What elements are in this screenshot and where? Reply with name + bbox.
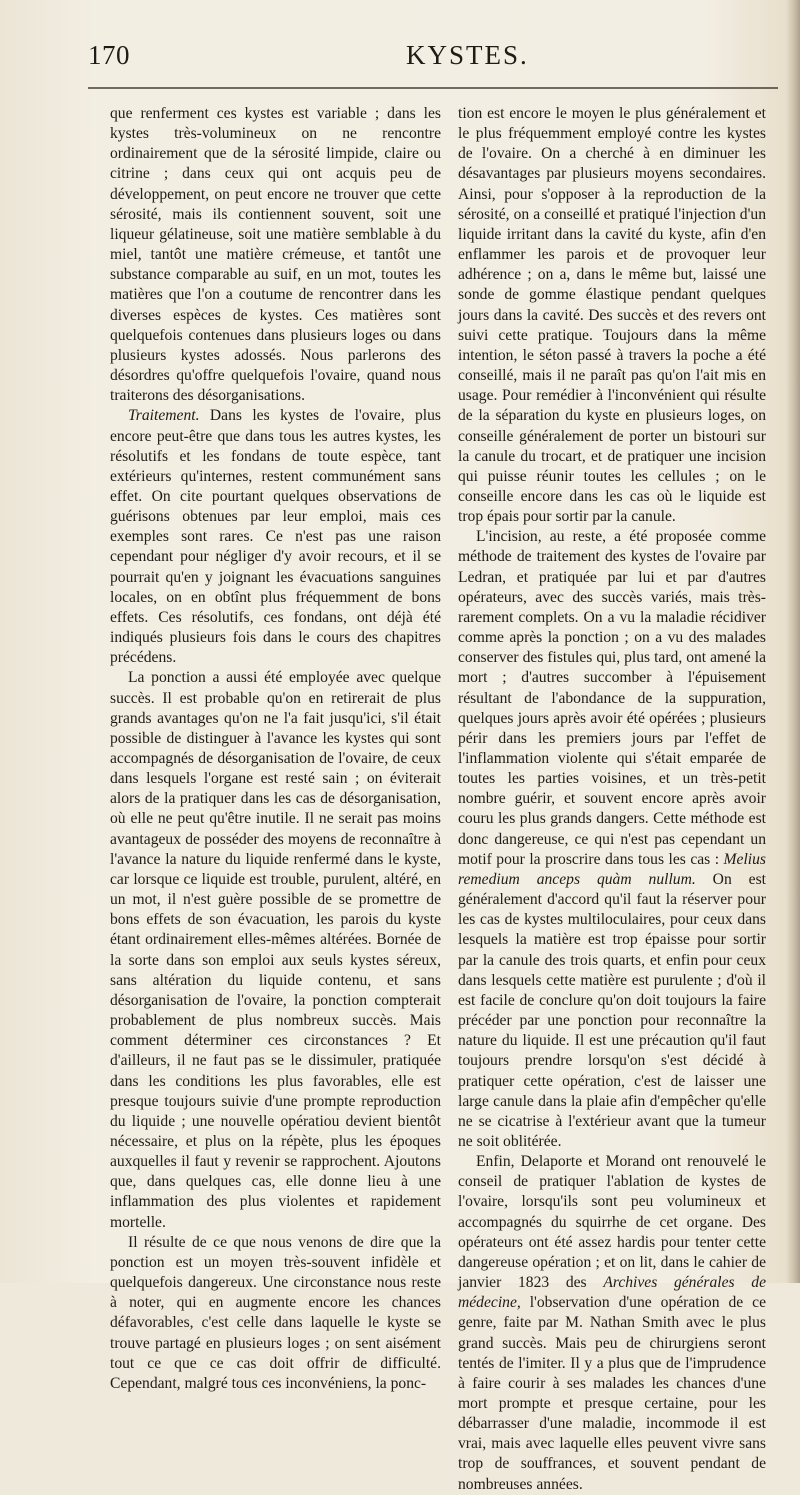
paragraph: Enfin, Delaporte et Morand ont renouvelé le conseil de pratiquer l'ablation de kystes de l'ovaire, lorsqu'ils sont peu volumineux et accompagnés du squirrhe de cet organe. Des opérateurs ont été assez hardis pour tenter cette dangereuse opération ; et on lit, dans le cahier de janvier 1823 des Archives générales de médecine, l'observation d'une opération de ce genre, faite par M. Nathan Smith avec le plus grand succès. Mais peu de chirurgiens seront tentés de l'imiter. Il y a plus que de l'imprudence à faire courir à ses malades les chances d'une mort prompte et presque certaine, pour les débarrasser d'une maladie, incommode il est vrai, mais avec laquelle elles peuvent vivre sans trop de souffrances, et souvent pendant de nombreuses années. (458, 1153, 766, 1493)
page-edge-shadow (786, 0, 800, 1283)
running-title: KYSTES. (406, 40, 529, 70)
right-column (458, 104, 766, 1495)
section-lead: Traitement. (128, 407, 200, 425)
paragraph: La ponction a aussi été employée avec quelque succès. Il est probable qu'on en retirerait de plus grands avantages qu'on ne l'a fait jusqu'ici, s'il était possible de distinguer à l'avance les kystes qui sont accompagnés de désorganisation de l'ovaire, de ceux dans lesquels l'organe est resté sain ; on éviterait alors de la pratiquer dans les cas de désorganisation, où elle ne peut qu'être inutile. Il ne serait pas moins avantageux de posséder des moyens de reconnaître à l'avance la nature du liquide renfermé dans le kyste, car lorsque ce liquide est trouble, purulent, altéré, en un mot, il n'est guère possible de se promettre de bons effets de son évacuation, les parois du kyste étant ordinairement elles-mêmes altérées. Bornée de la sorte dans son emploi aux seuls kystes séreux, sans altération du liquide contenu, et sans désorganisation de l'ovaire, la ponction compterait probablement de plus nombreux succès. Mais comment déterminer ces circonstances ? Et d'ailleurs, il ne faut pas se le dissimuler, pratiquée dans les conditions les plus favorables, elle est presque toujours suivie d'une prompte reproduction du liquide ; une nouvelle opératiou devient bientôt nécessaire, et plus on la répète, plus les époques auxquelles il faut y revenir se rapprochent. Ajoutons que, dans quelques cas, elle donne lieu à une inflammation des plus violentes et rapidement mortelle. (110, 669, 441, 1231)
paragraph: que renferment ces kystes est variable ; dans les kystes très-volumineux on ne rencontre ordinairement que de la sérosité limpide, claire ou citrine ; dans ceux qui ont acquis peu de développement, on peut encore ne trouver que cette sérosité, mais ils contiennent souvent, soit une liqueur gélatineuse, soit une matière semblable à du miel, tantôt une matière crémeuse, et tantôt une substance comparable au suif, en un mot, toutes les matières que l'on a coutume de rencontrer dans les diverses espèces de kystes. Ces matières sont quelquefois contenues dans plusieurs loges ou dans plusieurs kystes adossés. Nous parlerons des désordres qu'offre quelquefois l'ovaire, quand nous traiterons des désorganisations. (110, 105, 441, 405)
journal-title: Archives générales de médecine, (458, 1274, 766, 1312)
page-header (88, 40, 778, 80)
latin-quote: Melius remedium anceps quàm nullum. (458, 850, 766, 888)
paragraph: Il résulte de ce que nous venons de dire que la ponction est un moyen très-souvent infidèle et quelquefois dangereux. Une circonstance nous reste à noter, qui en augmente encore les chances défavorables, c'est celle dans laquelle le kyste se trouve partagé en plusieurs loges ; on sent aisément tout ce que ce cas doit offrir de difficulté. Cependant, malgré tous ces inconvéniens, la ponc- (110, 1233, 441, 1392)
paragraph: tion est encore le moyen le plus généralement et le plus fréquemment employé contre les kystes de l'ovaire. On a cherché à en diminuer les désavantages par plusieurs moyens secondaires. Ainsi, pour s'opposer à la reproduction de la sérosité, on a conseillé et pratiqué l'injection d'un liquide irritant dans la cavité du kyste, afin d'en enflammer les parois et de provoquer leur adhérence ; on a, dans le même but, laissé une sonde de gomme élastique pendant quelques jours dans la cavité. Des succès et des revers ont suivi cette pratique. Toujours dans la même intention, le séton passé à travers la poche a été conseillé, mais il ne paraît pas qu'on l'ait mis en usage. Pour remédier à l'inconvénient qui résulte de la séparation du kyste en plusieurs loges, on conseille généralement de porter un bistouri sur la canule du trocart, et de pratiquer une incision qui puisse réunir toutes les cellules ; on le conseille encore dans les cas où le liquide est trop épais pour sortir par la canule. (458, 105, 766, 526)
paragraph: L'incision, au reste, a été proposée comme méthode de traitement des kystes de l'ovaire par Ledran, et pratiquée par lui et par d'autres opérateurs, avec des succès variés, mais très-rarement complets. On a vu la maladie récidiver comme après la ponction ; on a vu des malades conserver des fistules qui, plus tard, ont amené la mort ; d'autres succomber à l'épuisement résultant de l'abondance de la suppuration, quelques jours après avoir été opérées ; plusieurs périr dans les premiers jours par l'effet de l'inflammation violente qui s'était emparée de toutes les parties voisines, et un très-petit nombre guérir, et souvent encore après avoir couru les plus grands dangers. Cette méthode est donc dangereuse, ce qui n'est pas cependant un motif pour la proscrire dans tous les cas : Melius remedium anceps quàm nullum. On est généralement d'accord qu'il faut la réserver pour les cas de kystes multiloculaires, pour ceux dans lesquels la matière est trop épaisse pour sortir par la canule des trois quarts, et enfin pour ceux dans lesquels cette matière est purulente ; d'où il est facile de conclure qu'on doit toujours la faire précéder par une ponction pour reconnaître la nature du liquide. Il est une précaution qu'il faut toujours prendre lorsqu'on s'est décidé à pratiquer cette opération, c'est de laisser une large canule dans la plaie afin d'empêcher qu'elle ne se cicatrise à l'extérieur avant que la tumeur ne soit oblitérée. (458, 528, 766, 1150)
left-column (110, 104, 441, 1394)
page-number: 170 (88, 40, 130, 70)
header-rule (88, 87, 778, 89)
paragraph: Traitement. Dans les kystes de l'ovaire, plus encore peut-être que dans tous les autres kystes, les résolutifs et les fondans de toute espèce, tant extérieurs qu'internes, restent communément sans effet. On cite pourtant quelques observations de guérisons obtenues par leur emploi, mais ces exemples sont rares. Ce n'est pas une raison cependant pour négliger d'y avoir recours, et il se pourrait qu'en y joignant les évacuations sanguines locales, on en obtînt plus fréquemment de bons effets. Ces résolutifs, ces fondans, ont déjà été indiqués plusieurs fois dans le cours des chapitres précédens. (110, 407, 441, 667)
